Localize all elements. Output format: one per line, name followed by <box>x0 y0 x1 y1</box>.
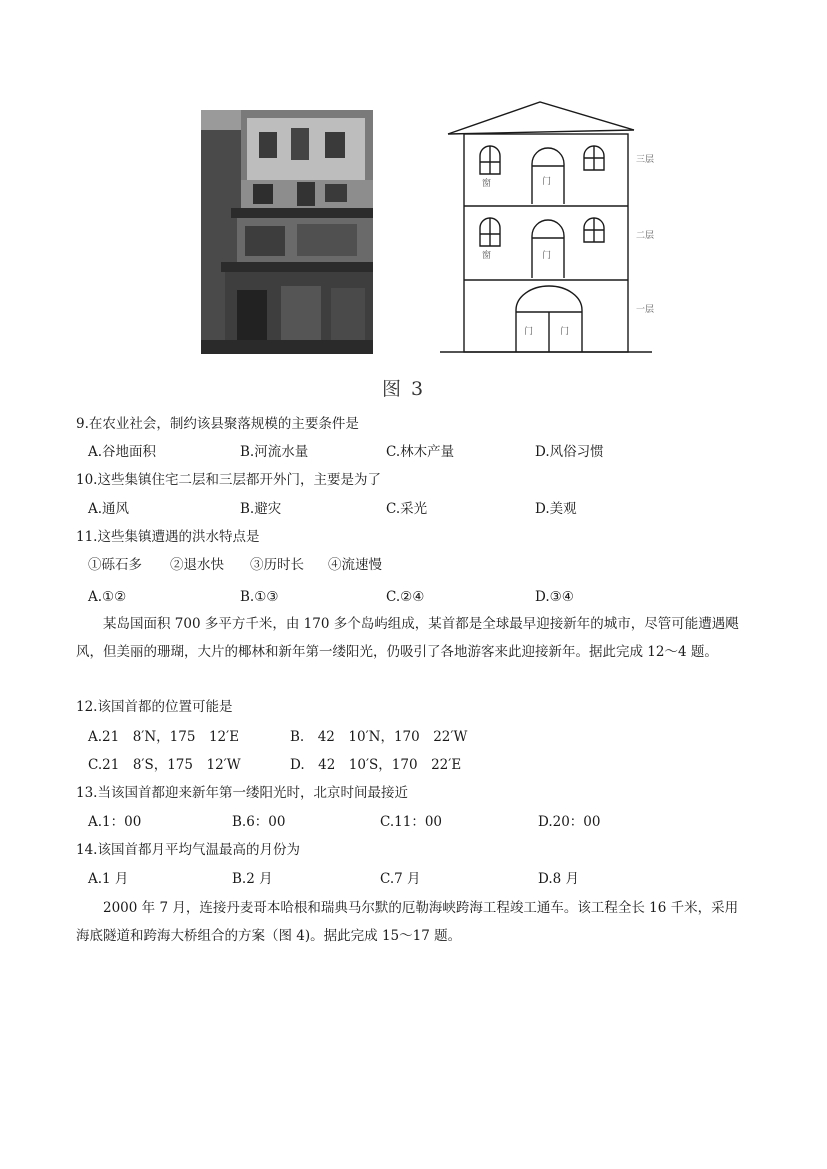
q10-option-a[interactable]: A.通风 <box>88 501 130 517</box>
question-13-stem: 13.当该国首都迎来新年第一缕阳光时，北京时间最接近 <box>76 785 408 801</box>
q10-option-c[interactable]: C.采光 <box>386 501 428 517</box>
passage-oresund-bridge: 2000 年 7 月，连接丹麦哥本哈根和瑞典马尔默的厄勒海峡跨海工程竣工通车。该工程全长 16 千米，采用海底隧道和跨海大桥组合的方案（图 4)。据此完成 15～17 题。 <box>76 900 739 944</box>
figure-caption: 图 3 <box>382 378 426 400</box>
window-label: 窗 <box>482 179 492 189</box>
question-10-stem: 10.这些集镇住宅二层和三层都开外门，主要是为了 <box>76 472 381 488</box>
q13-option-d[interactable]: D.20：00 <box>538 814 601 830</box>
question-11-stem: 11.这些集镇遭遇的洪水特点是 <box>76 529 260 545</box>
floor2-label: 二层 <box>636 231 655 241</box>
q13-option-b[interactable]: B.6：00 <box>232 814 286 830</box>
q10-option-d[interactable]: D.美观 <box>535 501 577 517</box>
door-label: 门 <box>542 177 552 187</box>
q12-option-b[interactable]: B. 42 10′N，170 22′W <box>290 729 468 745</box>
door-label: 门 <box>524 327 534 337</box>
question-14-stem: 14.该国首都月平均气温最高的月份为 <box>76 842 300 858</box>
q11-feature-2: ②退水快 <box>170 557 224 573</box>
q9-option-c[interactable]: C.林木产量 <box>386 444 455 460</box>
q9-option-d[interactable]: D.风俗习惯 <box>535 444 604 460</box>
door-label: 门 <box>542 251 552 261</box>
q10-option-b[interactable]: B.避灾 <box>240 501 282 517</box>
q12-option-d[interactable]: D. 42 10′S，170 22′E <box>290 757 462 773</box>
floor1-label: 一层 <box>636 305 655 315</box>
house-elevation-drawing <box>440 100 655 356</box>
question-9-stem: 9.在农业社会，制约该县聚落规模的主要条件是 <box>76 416 359 432</box>
q13-option-a[interactable]: A.1：00 <box>88 814 142 830</box>
floor3-label: 三层 <box>636 155 655 165</box>
q14-option-b[interactable]: B.2 月 <box>232 871 273 887</box>
q13-option-c[interactable]: C.11：00 <box>380 814 442 830</box>
q11-feature-3: ③历时长 <box>250 557 304 573</box>
q14-option-c[interactable]: C.7 月 <box>380 871 421 887</box>
q11-feature-1: ①砾石多 <box>88 557 142 573</box>
q9-option-a[interactable]: A.谷地面积 <box>88 444 157 460</box>
q12-option-a[interactable]: A.21 8′N，175 12′E <box>88 729 240 745</box>
q14-option-d[interactable]: D.8 月 <box>538 871 580 887</box>
door-label: 门 <box>560 327 570 337</box>
q11-option-c[interactable]: C.②④ <box>386 589 425 605</box>
q11-feature-4: ④流速慢 <box>328 557 382 573</box>
q9-option-b[interactable]: B.河流水量 <box>240 444 309 460</box>
q12-option-c[interactable]: C.21 8′S，175 12′W <box>88 757 241 773</box>
question-12-stem: 12.该国首都的位置可能是 <box>76 699 233 715</box>
house-photo <box>201 110 373 354</box>
q14-option-a[interactable]: A.1 月 <box>88 871 129 887</box>
passage-island-nation: 某岛国面积 700 多平方千米，由 170 多个岛屿组成，某首都是全球最早迎接新年的城市，尽管可能遭遇飓风，但美丽的珊瑚，大片的椰林和新年第一缕阳光，仍吸引了各地游客来此迎接新年。据此完成 12～4 题。 <box>76 616 739 660</box>
q11-option-b[interactable]: B.①③ <box>240 589 279 605</box>
window-label: 窗 <box>482 251 492 261</box>
q11-option-d[interactable]: D.③④ <box>535 589 574 605</box>
q11-option-a[interactable]: A.①② <box>88 589 127 605</box>
